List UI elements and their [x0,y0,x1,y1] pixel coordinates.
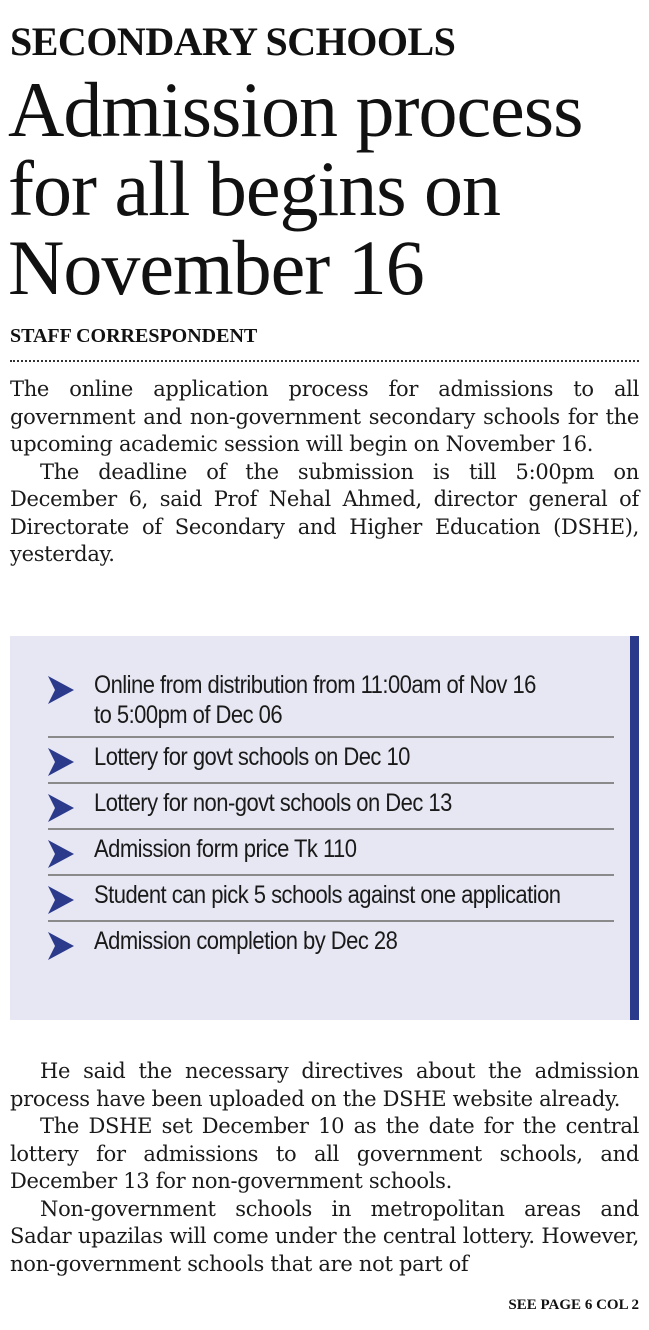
continuation-jump: SEE PAGE 6 COL 2 [508,1297,639,1313]
key-facts-box [10,636,639,1020]
byline-divider [10,360,639,362]
fact-item [48,738,614,784]
article-kicker: SECONDARY SCHOOLS [10,19,456,64]
arrow-right-icon [48,834,94,868]
fact-text: Lottery for govt schools on Dec 10 [94,743,410,771]
arrow-right-icon [48,670,94,704]
fact-item [48,830,614,876]
fact-text: Lottery for non-govt schools on Dec 13 [94,789,452,817]
fact-text-group [94,670,596,730]
headline-line-1: Admission process [8,66,583,153]
article-headline [8,66,643,311]
fact-item [48,666,614,738]
arrow-right-icon [48,880,94,914]
fact-text: Admission form price Tk 110 [94,835,357,863]
headline-line-3: November 16 [8,224,424,311]
body-paragraph-1: He said the necessary directives about the admission process have been uploaded on the DSHE website already. [10,1059,639,1111]
intro-paragraph-2: The deadline of the submission is till 5:00pm on December 6, said Prof Nehal Ahmed, director general of Directorate of Secondary and Higher Education (DSHE), yesterday. [10,459,639,566]
key-facts-list [48,666,614,966]
arrow-right-icon [48,788,94,822]
fact-text: Online from distribution from 11:00am of Nov 16 [94,671,536,699]
fact-text-continued: to 5:00pm of Dec 06 [94,701,283,729]
fact-text: Student can pick 5 schools against one application [94,881,561,909]
fact-item [48,876,614,922]
article-intro [10,376,639,569]
arrow-right-icon [48,926,94,960]
fact-item [48,922,614,966]
article-body [10,1058,639,1278]
fact-item [48,784,614,830]
headline-line-2: for all begins on [8,145,501,232]
body-paragraph-2: The DSHE set December 10 as the date for the central lottery for admissions to all government schools, and December 13 for non-government schools. [10,1114,639,1193]
arrow-right-icon [48,742,94,776]
article-byline: STAFF CORRESPONDENT [10,325,258,347]
fact-text: Admission completion by Dec 28 [94,927,398,955]
body-paragraph-3: Non-government schools in metropolitan areas and Sadar upazilas will come under the central lottery. However, non-government schools that are not part of [10,1196,639,1276]
intro-paragraph-1: The online application process for admissions to all government and non-government secondary schools for the upcoming academic session will begin on November 16. [10,377,639,456]
